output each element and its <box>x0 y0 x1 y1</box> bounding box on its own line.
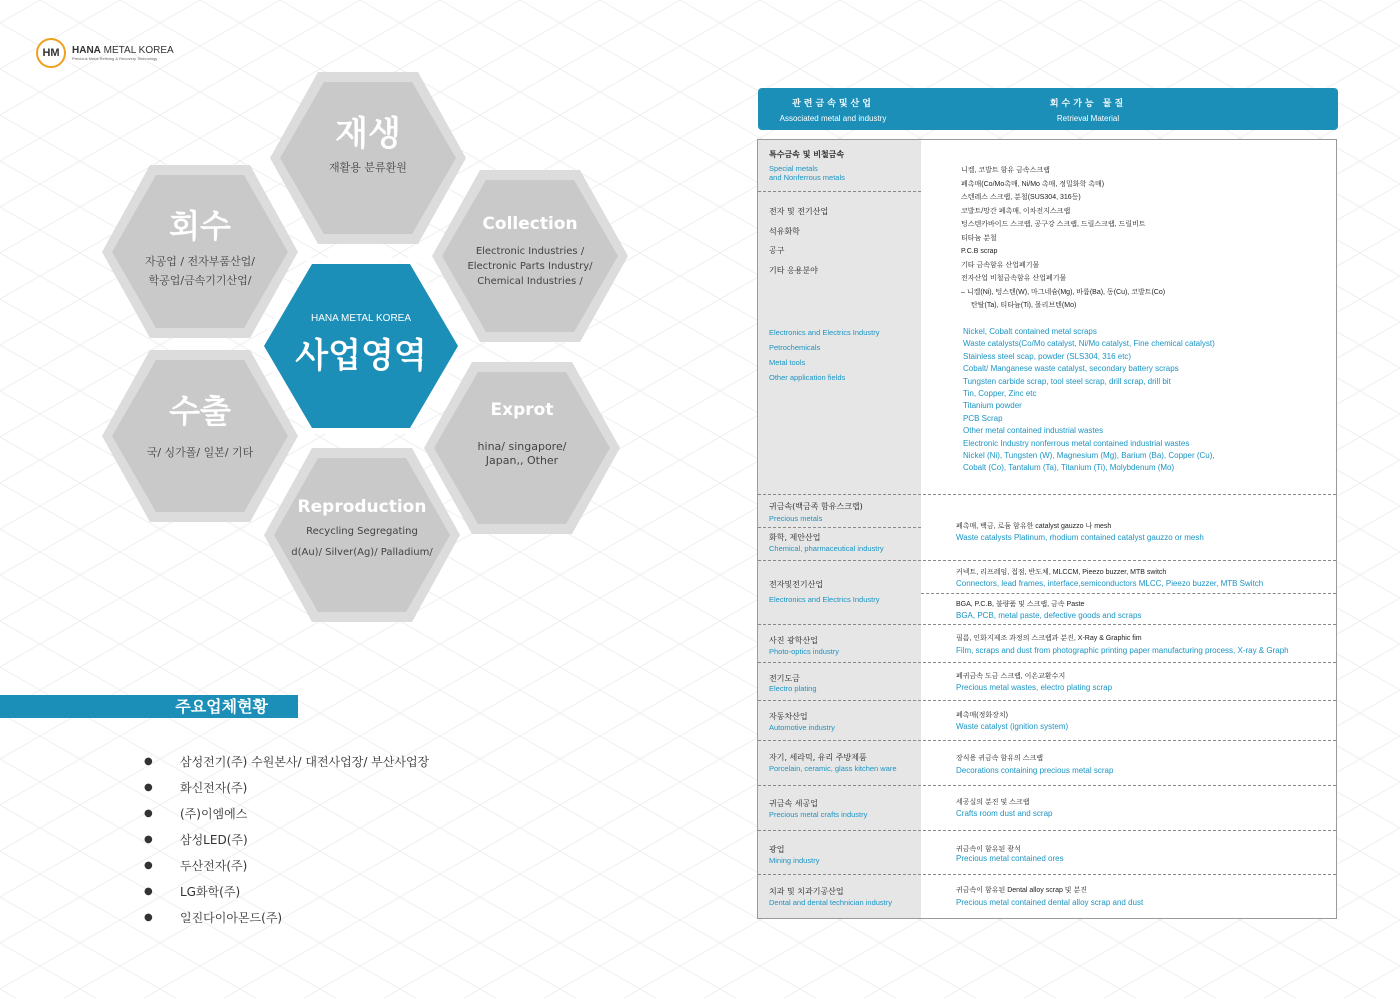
row-cat-en: Electro plating <box>769 684 817 693</box>
row-divider <box>758 191 921 192</box>
row-divider <box>758 874 1336 875</box>
hex-export-ko-title: 수출 <box>169 392 231 430</box>
hex-collection-line-3: Chemical Industries / <box>477 276 583 287</box>
row-cat-ko: 전자및전기산업 <box>769 580 824 589</box>
hex-collection-title: Collection <box>482 214 578 234</box>
row-divider <box>921 593 1336 594</box>
row-mat-en: Film, scraps and dust from photographic printing paper manufacturing process, X-ray & Graph <box>956 646 1289 655</box>
hex-center-sub: HANA METAL KOREA <box>310 313 412 324</box>
hex-export-ko-line: 국/ 싱가폴/ 일본/ 기타 <box>146 446 254 459</box>
special-sub-ko-3: 공구 <box>769 246 785 255</box>
hex-recycle-title: 재생 <box>335 114 401 154</box>
logo-name: HANA METAL KOREA <box>72 45 174 56</box>
row-cat-en: Porcelain, ceramic, glass kitchen ware <box>769 764 897 773</box>
row-mat-ko: 필름, 인화지제조 과정의 스크랩과 분진, X-Ray & Graphic fim <box>956 635 1142 642</box>
row-cat-ko: 귀금속(백금족 함유스크랩) <box>769 502 863 511</box>
row-divider <box>758 494 1336 495</box>
row-mat-en-2: BGA, PCB, metal paste, defective goods and scraps <box>956 611 1142 620</box>
list-item: ● (주)이엠에스 <box>144 806 248 821</box>
row-cat-en: Chemical, pharmaceutical industry <box>769 544 884 553</box>
row-mat-en: Crafts room dust and scrap <box>956 809 1053 818</box>
logo-mark: HM <box>36 38 66 68</box>
hex-recovery-line-2: 학공업/금속기기산업/ <box>148 274 252 287</box>
special-cat-ko: 특수금속 및 비철금속 <box>769 150 845 159</box>
hex-export-en-line-1: hina/ singapore/ <box>477 440 567 453</box>
special-sub-ko-1: 전자 및 전기산업 <box>769 207 829 216</box>
special-sub-en-1: Electronics and Electrics Industry <box>769 328 880 337</box>
row-mat-en: Precious metal contained dental alloy scrap and dust <box>956 898 1144 907</box>
header-left-en: Associated metal and industry <box>779 114 887 123</box>
logo-tagline: Precious Metal Refining & Recovery Technology <box>72 56 158 61</box>
hex-recovery-title: 회수 <box>169 207 231 245</box>
list-item: ● 두산전자(주) <box>144 858 248 873</box>
row-mat-ko: 폐귀금속 도금 스크랩, 이온교환수지 <box>956 673 1066 680</box>
special-materials-ko: 니켈, 코발트 함유 금속스크랩 폐촉매(Co/Mo촉매, Ni/Mo 촉매, 정밀화학 촉매) 스텐레스 스크랩, 분철(SUS304, 316등) 코발트/망간 폐촉매, 이차전지스크랩 텅스텐카바이드 스크랩, 공구강 스크랩, 드릴스크랩, 드릴비트 티타늄 분철 P.C.B scrap 기타 금속함유 산업폐기물 전자산업 비철금속함유 산업폐기물 – 니켈(Ni), 텅스텐(W), 마그네슘(Mg), 바륨(Ba), 동(Cu), 코발트(Co) 탄탈(Ta), 티타늄(Ti), 몰리브텐(Mo) <box>961 167 1166 309</box>
row-divider <box>758 662 1336 663</box>
row-cat-ko: 자동차산업 <box>769 712 808 721</box>
special-materials-en: Nickel, Cobalt contained metal scraps Waste catalysts(Co/Mo catalyst, Ni/Mo catalyst, Fine chemical catalyst) Stainless steel scap, powder (SLS304, 316 etc) Cobalt/ Manganese waste catalyst, secondary battery scraps Tungsten carbide scrap, tool steel scrap, drill scrap, drill bit Tin, Copper, Zinc etc Titanium powder PCB Scrap Other metal contained industrial wastes Electronic Industry nonferrous metal contained industrial wastes Nickel (Ni), Tungsten (W), Magnesium (Mg), Barium (Ba), Copper (Cu), Cobalt (Co), Tantalum (Ta), Titanium (Ti), Molybdenum (Mo) <box>963 327 1215 473</box>
row-cat-ko: 자기, 세라믹, 유리 주방제품 <box>769 753 867 762</box>
hex-recovery-line-1: 자공업 / 전자부품산업/ <box>144 255 256 268</box>
special-sub-en-2: Petrochemicals <box>769 343 821 352</box>
row-mat-en: Precious metal contained ores <box>956 854 1064 863</box>
row-mat-en: Precious metal wastes, electro plating scrap <box>956 683 1113 692</box>
list-item: ● 삼성전기(주) 수원본사/ 대전사업장/ 부산사업장 <box>144 754 430 769</box>
row-mat-ko-2: BGA, P.C.B, 불량품 및 스크랩, 금속 Paste <box>956 601 1085 608</box>
row-cat-en: Dental and dental technician industry <box>769 898 892 907</box>
hex-recycle-line: 재활용 분류환원 <box>329 161 407 174</box>
header-left-ko: 관련금속및산업 <box>792 99 874 109</box>
hex-reproduction-line-1: Recycling Segregating <box>306 526 418 537</box>
major-companies-heading: 주요업체현황 <box>0 695 298 718</box>
hex-reproduction-line-2: d(Au)/ Silver(Ag)/ Palladium/ <box>291 547 433 558</box>
row-mat-ko: 장식용 귀금속 함유의 스크랩 <box>956 755 1043 762</box>
hex-reproduction-title: Reproduction <box>297 497 427 517</box>
hex-collection-line-1: Electronic Industries / <box>475 246 585 257</box>
header-right-en: Retrieval Material <box>1056 114 1120 123</box>
row-mat-ko: 세공실의 분진 및 스크랩 <box>956 799 1030 806</box>
hex-export-en-title: Exprot <box>490 400 554 420</box>
list-item: ● 화신전자(주) <box>144 780 248 795</box>
row-cat-en: Photo-optics industry <box>769 647 840 656</box>
row-cat-en: Electronics and Electrics Industry <box>769 595 880 604</box>
company-list <box>140 748 429 930</box>
row-cat-ko: 치과 및 치과기공산업 <box>769 887 844 896</box>
row-mat-ko: 귀금속이 함유된 광석 <box>956 846 1021 853</box>
hex-export-en-line-2: Japan,, Other <box>485 454 559 467</box>
list-item: ● 삼성LED(주) <box>144 832 248 847</box>
special-sub-ko-4: 기타 응용분야 <box>769 266 818 275</box>
row-divider <box>758 740 1336 741</box>
row-cat-ko: 광업 <box>769 845 785 854</box>
row-mat-en: Decorations containing precious metal scrap <box>956 766 1114 775</box>
row-divider <box>758 830 1336 831</box>
special-sub-en-4: Other application fields <box>769 373 846 382</box>
row-divider <box>758 624 1336 625</box>
row-cat-ko: 화학, 제안산업 <box>769 533 821 542</box>
row-mat-ko: 폐촉매, 백금, 로듐 함유한 catalyst gauzzo 나 mesh <box>956 523 1112 530</box>
special-sub-ko-2: 석유화학 <box>769 227 800 236</box>
hex-center-title: 사업영역 <box>295 336 427 376</box>
list-item: ● LG화학(주) <box>144 884 241 899</box>
list-item: ● 일진다이아몬드(주) <box>144 910 283 925</box>
header-right-ko: 회수가능 물질 <box>1049 99 1127 109</box>
special-cat-en-1: Special metals <box>769 164 818 173</box>
special-sub-en-3: Metal tools <box>769 358 806 367</box>
row-divider <box>758 785 1336 786</box>
row-divider <box>758 527 921 528</box>
row-divider <box>758 700 1336 701</box>
row-mat-ko: 폐촉매(정화장치) <box>956 712 1008 719</box>
row-mat-en: Waste catalyst (ignition system) <box>956 722 1069 731</box>
hex-collection-line-2: Electronic Parts Industry/ <box>467 261 593 272</box>
row-mat-en: Waste catalysts Platinum, rhodium contained catalyst gauzzo or mesh <box>956 533 1204 542</box>
row-cat-ko: 사진 광학산업 <box>769 636 818 645</box>
row-mat-ko: 커넥트, 리프레임, 접점, 반도체, MLCCM, Pieezo buzzer, MTB switch <box>956 569 1167 576</box>
row-cat-en: Precious metal crafts industry <box>769 810 868 819</box>
row-cat-ko: 귀금속 세공업 <box>769 799 818 808</box>
row-cat-en: Precious metals <box>769 514 823 523</box>
table-header <box>758 88 1338 130</box>
metals-table <box>757 139 1337 919</box>
row-cat-en: Automotive industry <box>769 723 835 732</box>
row-cat-ko: 전기도금 <box>769 674 800 683</box>
row-divider <box>758 560 1336 561</box>
row-mat-en: Connectors, lead frames, interface,semiconductors MLCC, Pieezo buzzer, MTB Switch <box>956 579 1264 588</box>
row-mat-ko: 귀금속이 함유된 Dental alloy scrap 및 분진 <box>956 887 1088 894</box>
special-cat-en-2: and Nonferrous metals <box>769 173 845 182</box>
row-cat-en: Mining industry <box>769 856 820 865</box>
